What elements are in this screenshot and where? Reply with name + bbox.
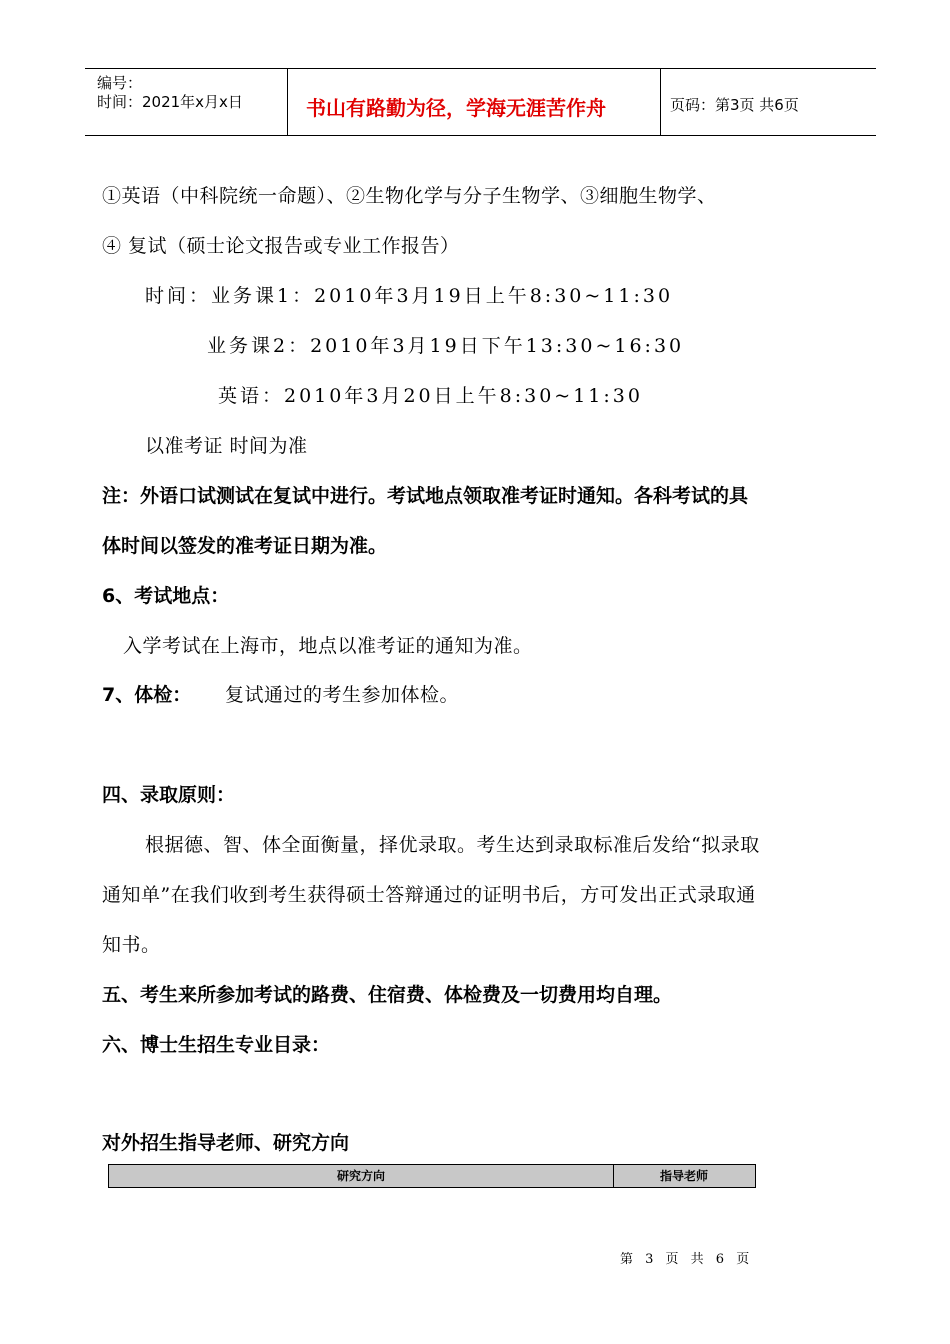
section4-line3: 知书。 — [102, 934, 161, 956]
section7-text: 复试通过的考生参加体检。 — [225, 684, 460, 706]
note-line2: 体时间以签发的准考证日期为准。 — [102, 535, 388, 557]
page-label: 页码：第3页 共6页 — [670, 96, 799, 114]
header-top-border — [85, 68, 876, 69]
section4-line2: 通知单”在我们收到考生获得硕士答辩通过的证明书后，方可发出正式录取通 — [102, 884, 756, 906]
section4-line1: 根据德、智、体全面衡量，择优录取。考生达到录取标准后发给“拟录取 — [145, 834, 760, 856]
header-motto: 书山有路勤为径，学海无涯苦作舟 — [306, 96, 606, 120]
section7-title: 7、体检： — [102, 684, 192, 706]
time-label: 时间：2021年x月x日 — [97, 93, 243, 111]
exam-time-2: 业务课2：2010年3月19日下午13:30~16:30 — [207, 335, 685, 357]
section6b-title: 六、博士生招生专业目录： — [102, 1034, 331, 1056]
serial-label: 编号： — [97, 74, 143, 92]
section6-text: 入学考试在上海市，地点以准考证的通知为准。 — [123, 635, 533, 657]
header-divider-2 — [660, 68, 661, 136]
section4-title: 四、录取原则： — [102, 784, 236, 806]
exam-subjects-line2: ④ 复试（硕士论文报告或专业工作报告） — [102, 235, 460, 257]
header-divider-1 — [287, 68, 288, 136]
note-line1: 注：外语口试测试在复试中进行。考试地点领取准考证时通知。各科考试的具 — [102, 485, 749, 507]
table-caption: 对外招生指导老师、研究方向 — [102, 1132, 350, 1154]
table-header-research-direction: 研究方向 — [109, 1165, 614, 1187]
exam-time-1: 时间：业务课1：2010年3月19日上午8:30~11:30 — [145, 285, 674, 307]
section5-title: 五、考生来所参加考试的路费、住宿费、体检费及一切费用均自理。 — [102, 984, 673, 1006]
table-header-supervisor: 指导老师 — [659, 1169, 708, 1183]
exam-time-3: 英语：2010年3月20日上午8:30~11:30 — [218, 385, 643, 407]
ticket-note: 以准考证 时间为准 — [145, 435, 308, 457]
table-header-row — [108, 1164, 756, 1188]
section6-title: 6、考试地点： — [102, 585, 230, 607]
footer-page-number: 第 3 页 共 6 页 — [620, 1252, 754, 1267]
exam-subjects-line1: ①英语（中科院统一命题）、②生物化学与分子生物学、③细胞生物学、 — [102, 185, 717, 207]
header-bottom-border — [85, 135, 876, 136]
